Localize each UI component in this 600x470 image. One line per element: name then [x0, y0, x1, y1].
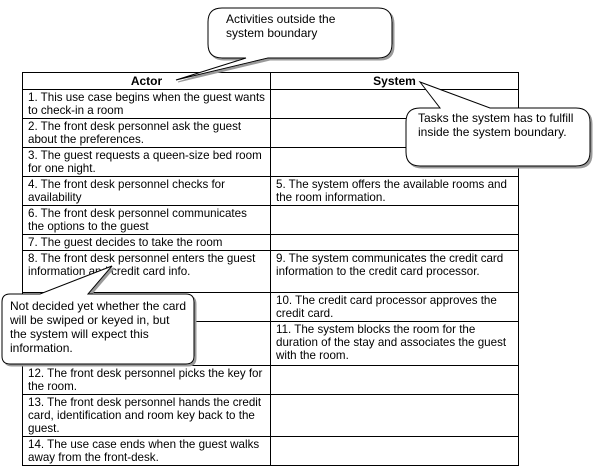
actor-cell: 2. The front desk personnel ask the guest about the preferences. [23, 119, 271, 148]
actor-column-header: Actor [23, 73, 271, 90]
system-column-header: System [271, 73, 519, 90]
actor-cell: 4. The front desk personnel checks for availability [23, 177, 271, 206]
actor-cell: 6. The front desk personnel communicates the options to the guest [23, 206, 271, 235]
inside-callout-text: Tasks the system has to fulfill inside the system boundary. [418, 111, 574, 139]
actor-cell: 7. The guest decides to take the room [23, 235, 271, 251]
actor-cell: 3. The guest requests a queen-size bed room for one night. [23, 148, 271, 177]
system-cell: 9. The system communicates the credit card information to the credit card processor. [271, 251, 519, 293]
card-callout-text: Not decided yet whether the card will be swiped or keyed in, but the system will expect this information. [10, 299, 187, 355]
system-cell: 10. The credit card processor approves the credit card. [271, 293, 519, 322]
actor-cell: 8. The front desk personnel enters the guest information and credit card info. [23, 251, 271, 293]
actor-cell: 13. The front desk personnel hands the credit card, identification and room key back to the guest. [23, 395, 271, 437]
actor-cell: 1. This use case begins when the guest wants to check-in a room [23, 90, 271, 119]
system-cell: 11. The system blocks the room for the duration of the stay and associates the guest with the room. [271, 322, 519, 366]
actor-cell: 12. The front desk personnel picks the key for the room. [23, 366, 271, 395]
system-cell: 5. The system offers the available rooms and the room information. [271, 177, 519, 206]
actor-cell: 14. The use case ends when the guest walks away from the front-desk. [23, 437, 271, 466]
outside-callout-text: Activities outside the system boundary [226, 12, 336, 40]
